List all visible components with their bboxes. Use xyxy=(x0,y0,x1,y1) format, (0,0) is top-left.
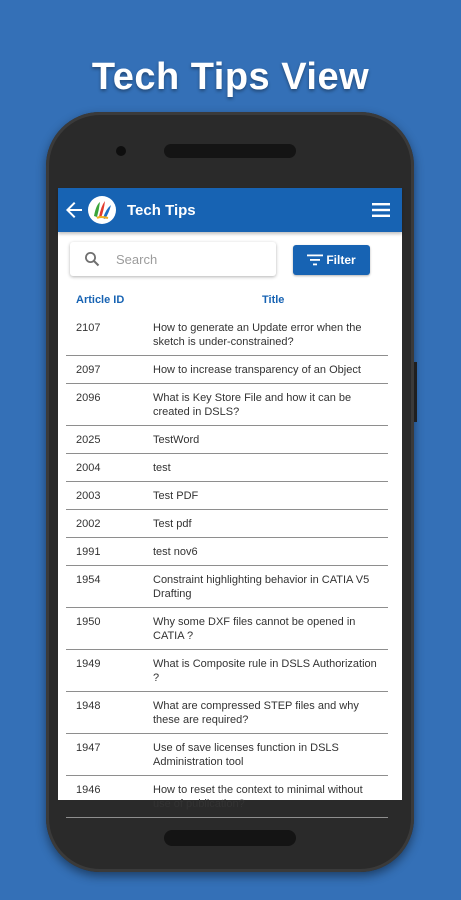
article-id: 1991 xyxy=(76,546,101,558)
article-title: Why some DXF files cannot be opened in CATIA ? xyxy=(153,616,356,642)
table-row[interactable] xyxy=(66,482,388,510)
earpiece-speaker xyxy=(164,144,296,158)
article-id: 1948 xyxy=(76,700,101,712)
table-header xyxy=(58,294,402,310)
article-id: 2003 xyxy=(76,490,101,502)
table-row[interactable] xyxy=(66,314,388,356)
app-title: Tech Tips xyxy=(127,202,196,219)
column-header-title: Title xyxy=(262,294,285,306)
articles-table xyxy=(58,314,402,818)
promo-title: Tech Tips View xyxy=(91,56,370,98)
table-row[interactable] xyxy=(66,538,388,566)
article-title: Test pdf xyxy=(153,518,192,530)
article-title: How to generate an Update error when the sketch is under-constrained? xyxy=(153,322,362,348)
app-logo-icon xyxy=(88,196,116,224)
article-title: What is Composite rule in DSLS Authorization ? xyxy=(153,658,377,684)
article-id: 1946 xyxy=(76,784,101,796)
table-row[interactable] xyxy=(66,356,388,384)
article-id: 1954 xyxy=(76,574,101,586)
column-header-article-id: Article ID xyxy=(76,294,125,306)
filter-button[interactable] xyxy=(293,245,370,275)
article-id: 2002 xyxy=(76,518,101,530)
app-screen xyxy=(58,188,402,810)
article-title: What are compressed STEP files and why these are required? xyxy=(153,700,359,726)
article-id: 2096 xyxy=(76,392,101,404)
table-row[interactable] xyxy=(66,510,388,538)
front-camera xyxy=(116,146,126,156)
home-bar xyxy=(164,830,296,846)
app-logo xyxy=(88,196,116,224)
table-row[interactable] xyxy=(66,608,388,650)
article-id: 1947 xyxy=(76,742,101,754)
article-title: Use of save licenses function in DSLS Administration tool xyxy=(153,742,339,768)
search-icon xyxy=(84,251,100,267)
article-id: 2097 xyxy=(76,364,101,376)
article-id: 2107 xyxy=(76,322,101,334)
article-id: 2025 xyxy=(76,434,101,446)
table-row[interactable] xyxy=(66,454,388,482)
article-id: 2004 xyxy=(76,462,101,474)
article-title: How to increase transparency of an Object xyxy=(153,364,361,376)
article-id: 1949 xyxy=(76,658,101,670)
table-row[interactable] xyxy=(66,384,388,426)
article-title: How to reset the context to minimal without use of publication? xyxy=(153,784,363,810)
table-row[interactable] xyxy=(66,566,388,608)
article-title: test xyxy=(153,462,171,474)
article-title: Constraint highlighting behavior in CATIA V5 Drafting xyxy=(153,574,370,600)
article-title: What is Key Store File and how it can be created in DSLS? xyxy=(153,392,352,418)
article-id: 1950 xyxy=(76,616,101,628)
filter-label: Filter xyxy=(326,253,356,267)
app-bar xyxy=(58,188,402,232)
table-row[interactable] xyxy=(66,426,388,454)
search-box xyxy=(70,242,276,276)
arrow-left-icon[interactable] xyxy=(62,198,86,222)
article-title: Test PDF xyxy=(153,490,199,502)
hamburger-menu-icon[interactable] xyxy=(372,202,390,218)
table-row[interactable] xyxy=(66,650,388,692)
article-title: test nov6 xyxy=(153,546,198,558)
table-row[interactable] xyxy=(66,692,388,734)
table-row[interactable] xyxy=(66,734,388,776)
search-input[interactable] xyxy=(116,242,266,276)
article-title: TestWord xyxy=(153,434,200,446)
table-row[interactable] xyxy=(66,776,388,818)
side-button xyxy=(414,362,417,422)
filter-icon xyxy=(307,254,323,266)
